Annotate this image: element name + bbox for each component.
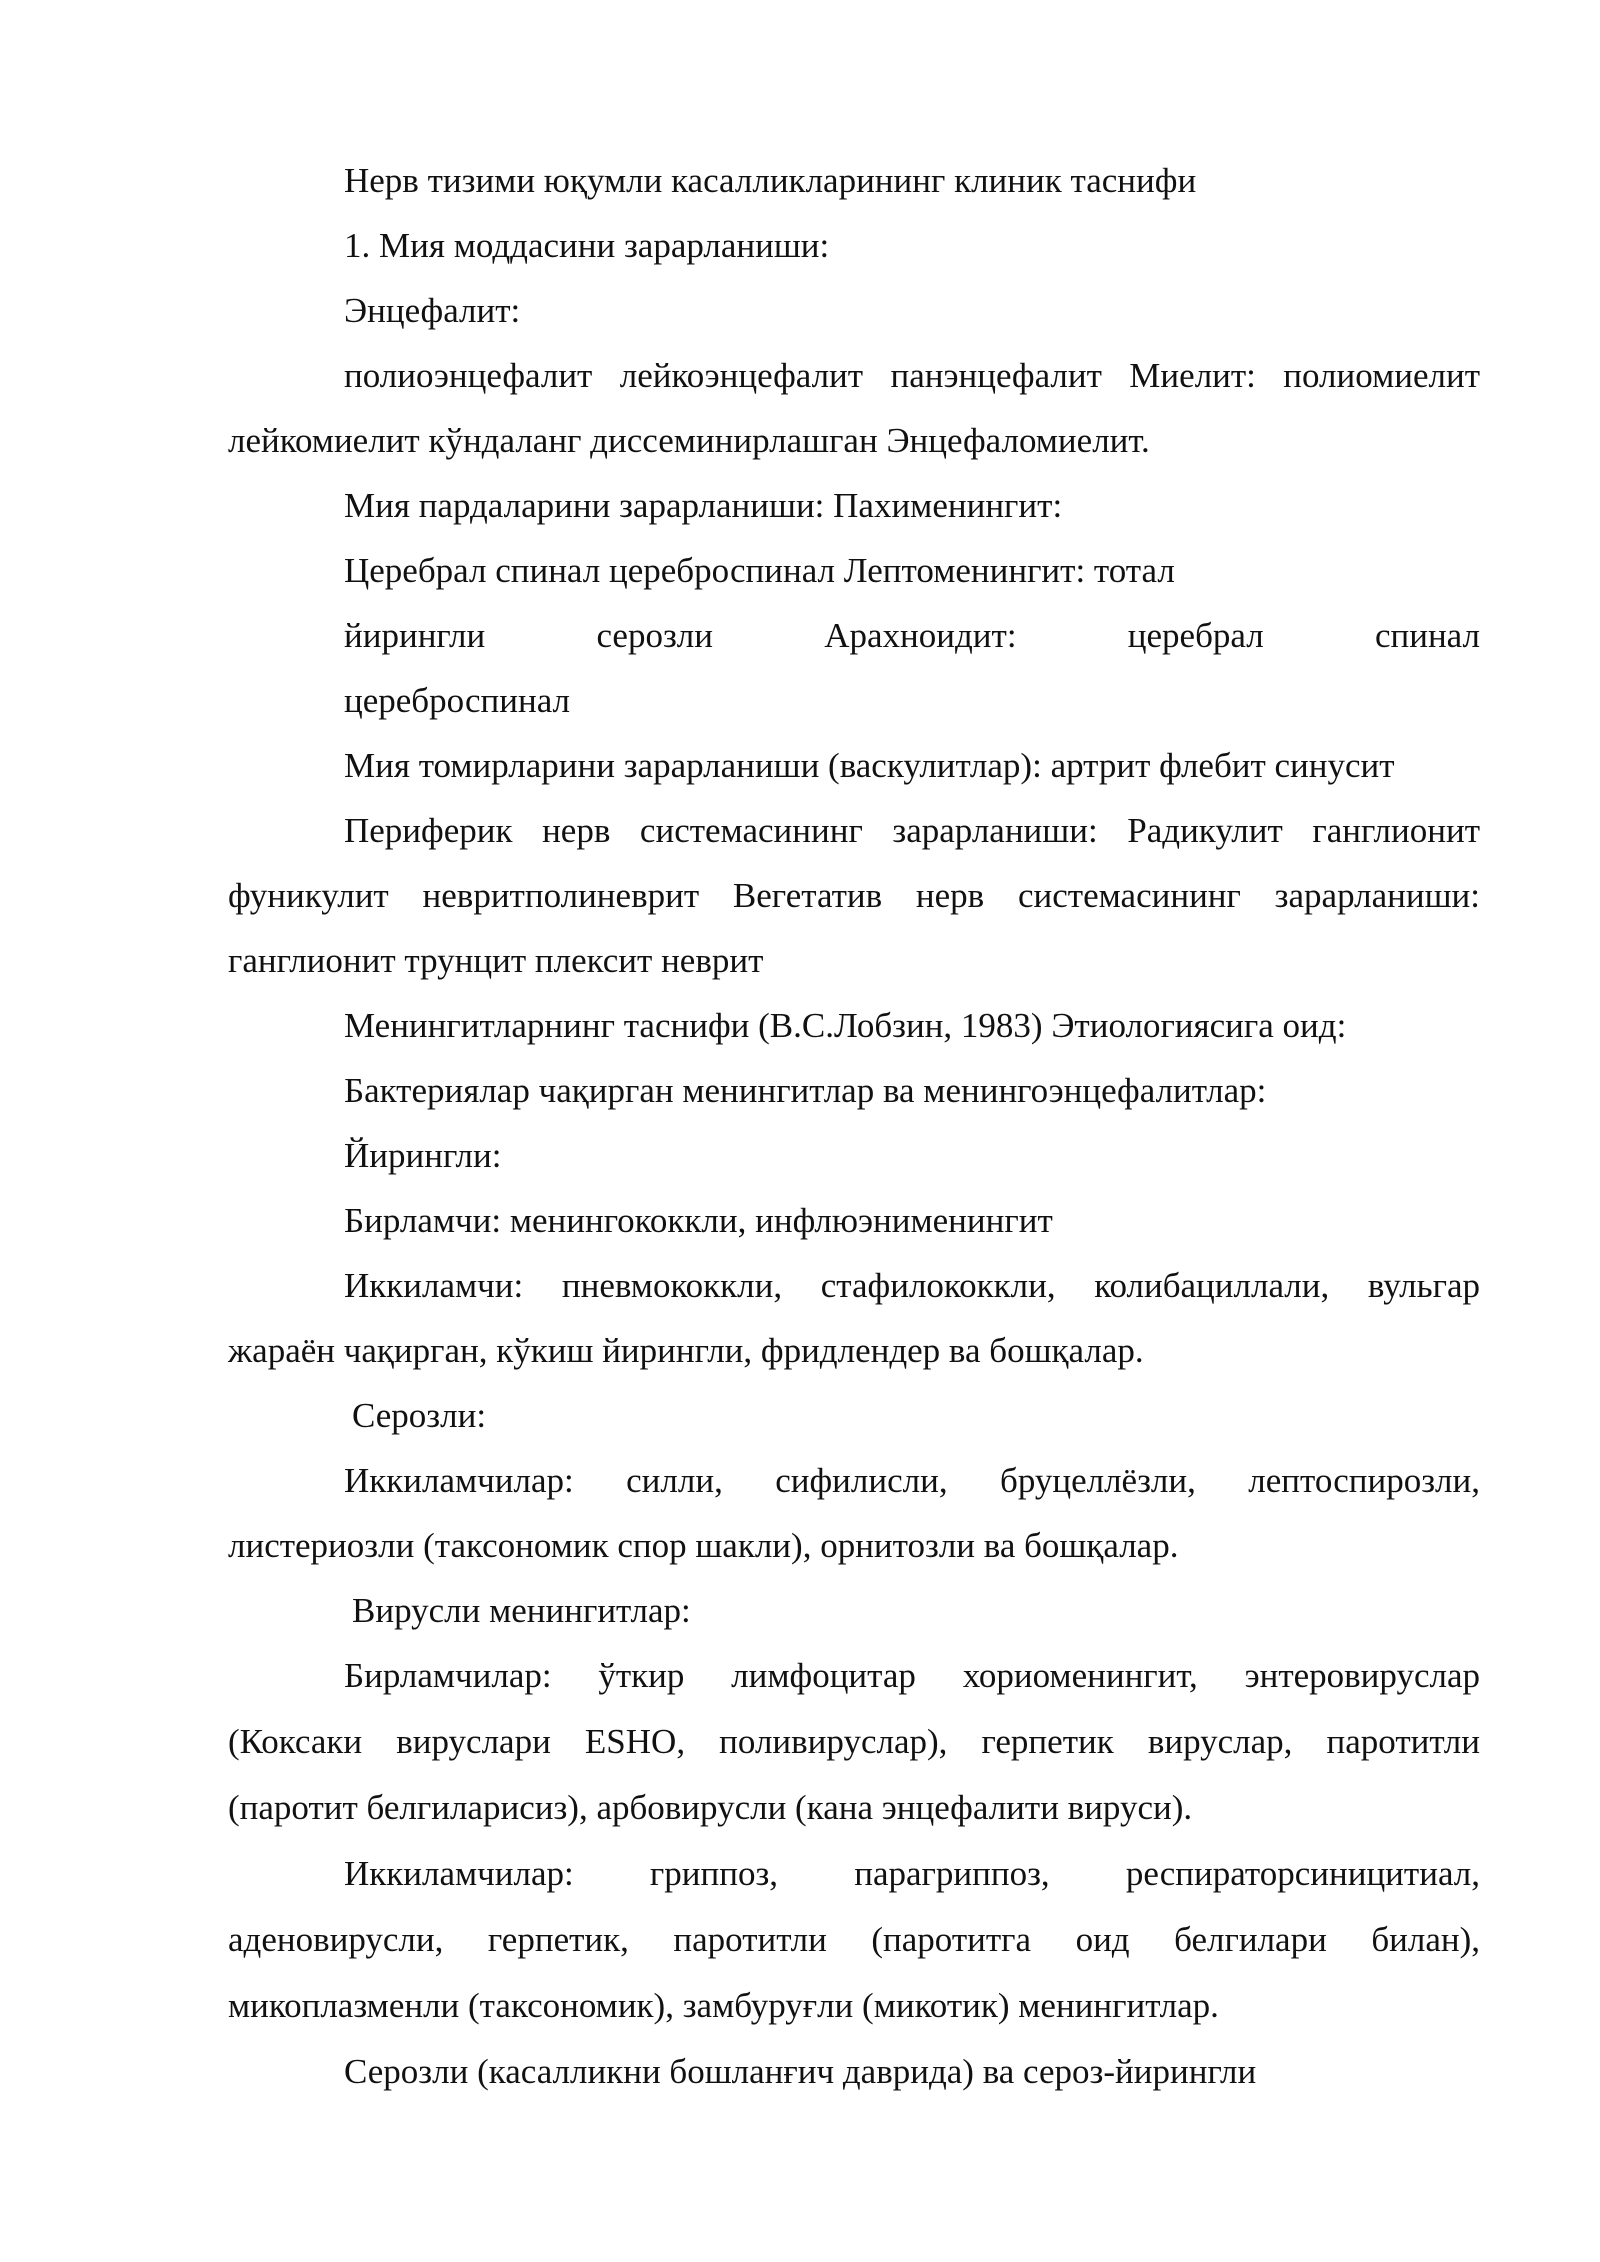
text-line: Иккиламчилар: гриппоз, парагриппоз, респираторсиницитиал, <box>344 1854 1480 1893</box>
text-line: Бактериялар чақирган менингитлар ва менингоэнцефалитлар: <box>344 1071 1267 1110</box>
text-line: Йирингли: <box>344 1136 502 1175</box>
text-line: (Коксаки вируслари ESHO, поливируслар), герпетик вируслар, паротитли <box>228 1722 1480 1761</box>
text-line: Иккиламчилар: силли, сифилисли, бруцеллёзли, лептоспирозли, <box>344 1461 1480 1500</box>
text-line: йирингли серозли Арахноидит: церебрал спинал <box>344 616 1480 655</box>
text-line: Энцефалит: <box>344 291 521 330</box>
text-line: лейкомиелит кўндаланг диссеминирлашган Энцефаломиелит. <box>228 421 1150 460</box>
text-line: 1. Мия моддасини зарарланиши: <box>344 226 830 265</box>
text-line: микоплазменли (таксономик), замбуруғли (микотик) менингитлар. <box>228 1986 1219 2025</box>
document-body <box>228 148 1480 2105</box>
text-line: цереброспинал <box>344 681 571 720</box>
text-line: Вирусли менингитлар: <box>352 1591 691 1630</box>
text-line: Серозли: <box>352 1396 487 1435</box>
text-line: ганглионит трунцит плексит неврит <box>228 941 764 980</box>
text-line: жараён чақирган, кўкиш йирингли, фридлендер ва бошқалар. <box>228 1331 1144 1370</box>
text-line: аденовирусли, герпетик, паротитли (паротитга оид белгилари билан), <box>228 1920 1480 1959</box>
text-line: листериозли (таксономик спор шакли), орнитозли ва бошқалар. <box>228 1526 1179 1565</box>
text-line: Мия пардаларини зарарланиши: Пахименингит: <box>344 486 1063 525</box>
text-line: Менингитларнинг таснифи (В.С.Лобзин, 1983) Этиологиясига оид: <box>344 1006 1347 1045</box>
text-line: Периферик нерв системасининг зарарланиши: Радикулит ганглионит <box>344 811 1480 850</box>
text-line: Бирламчилар: ўткир лимфоцитар хориоменингит, энтеровируслар <box>344 1656 1480 1695</box>
text-line: фуникулит невритполиневрит Вегетатив нерв системасининг зарарланиши: <box>228 876 1480 915</box>
text-line: Мия томирларини зарарланиши (васкулитлар): артрит флебит синусит <box>344 746 1395 785</box>
text-line: Иккиламчи: пневмококкли, стафилококкли, колибациллали, вульгар <box>344 1266 1480 1305</box>
text-line: Церебрал спинал цереброспинал Лептоменингит: тотал <box>344 551 1175 590</box>
text-line: полиоэнцефалит лейкоэнцефалит панэнцефалит Миелит: полиомиелит <box>344 356 1480 395</box>
text-line: (паротит белгиларисиз), арбовирусли (кана энцефалити вируси). <box>228 1788 1193 1827</box>
document-heading: Нерв тизими юқумли касалликларининг клиник таснифи <box>344 161 1197 200</box>
text-line: Серозли (касалликни бошланғич даврида) ва сероз-йирингли <box>344 2052 1257 2091</box>
text-line: Бирламчи: менингококкли, инфлюэнименингит <box>344 1201 1053 1240</box>
